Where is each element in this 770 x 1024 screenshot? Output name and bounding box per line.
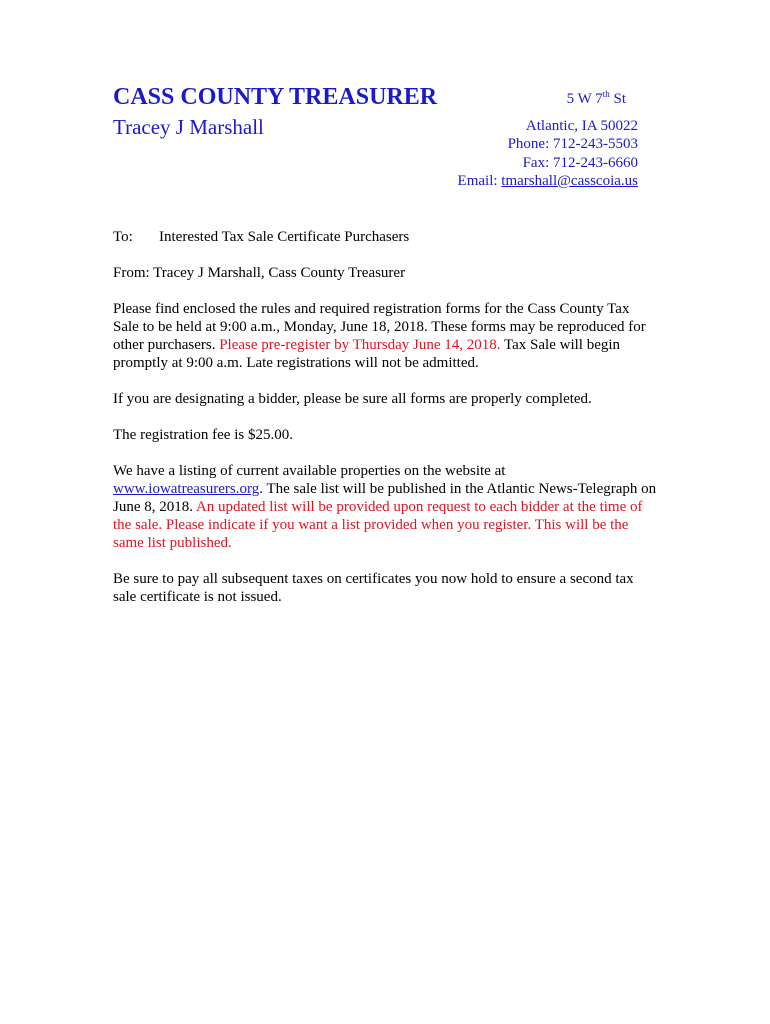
paragraph-taxes: Be sure to pay all subsequent taxes on certificates you now hold to ensure a second tax sale certificate is not issued.: [113, 571, 634, 605]
street-end: St: [609, 91, 626, 107]
letterhead-left: [113, 82, 437, 140]
updated-list-note: An updated list will be provided upon request to each bidder at the time of the sale. Please indicate if you want a list provided when you register. This will be the same list published.: [113, 499, 643, 551]
treasurer-name: Tracey J Marshall: [113, 115, 264, 139]
to-label: To:: [113, 229, 133, 245]
email-link[interactable]: tmarshall@casscoia.us: [501, 173, 638, 189]
org-title: CASS COUNTY TREASURER: [113, 84, 438, 110]
preregister-deadline: Please pre-register by Thursday June 14, 2018.: [219, 337, 501, 353]
city-state-zip: Atlantic, IA 50022: [525, 117, 638, 134]
street-address: [458, 90, 626, 109]
p1-text-a: Please find enclosed the rules and required registration forms for the Cass County Tax Sale to be held at 9:00 a.m., Monday, June 18, 2018. These forms may be reproduced for other purchasers.: [113, 301, 646, 353]
letterhead-address: [458, 90, 638, 191]
paragraph-registration: [113, 300, 658, 372]
p4-text-b: . The sale list will be published in the Atlantic News-Telegraph on June 8, 2018.: [113, 481, 657, 515]
fax-number: Fax: 712-243-6660: [522, 154, 638, 171]
from-line: From: Tracey J Marshall, Cass County Treasurer: [113, 265, 406, 281]
street-suffix: th: [602, 89, 610, 99]
p4-text-a: We have a listing of current available properties on the website at: [113, 463, 506, 479]
to-value: Interested Tax Sale Certificate Purchasers: [159, 229, 410, 245]
website-link[interactable]: www.iowatreasurers.org: [113, 481, 260, 497]
to-line: [113, 228, 658, 246]
street-number: 5 W 7: [566, 91, 603, 107]
paragraph-listing: [113, 462, 658, 552]
letter-body: [113, 228, 658, 624]
email-line: [458, 172, 638, 191]
phone-number: Phone: 712-243-5503: [507, 136, 638, 152]
p1-text-b: Tax Sale will begin promptly at 9:00 a.m. Late registrations will not be admitted.: [113, 337, 621, 371]
paragraph-fee: The registration fee is $25.00.: [113, 427, 293, 443]
email-label: Email:: [457, 173, 502, 189]
paragraph-bidder: If you are designating a bidder, please be sure all forms are properly completed.: [113, 391, 592, 407]
